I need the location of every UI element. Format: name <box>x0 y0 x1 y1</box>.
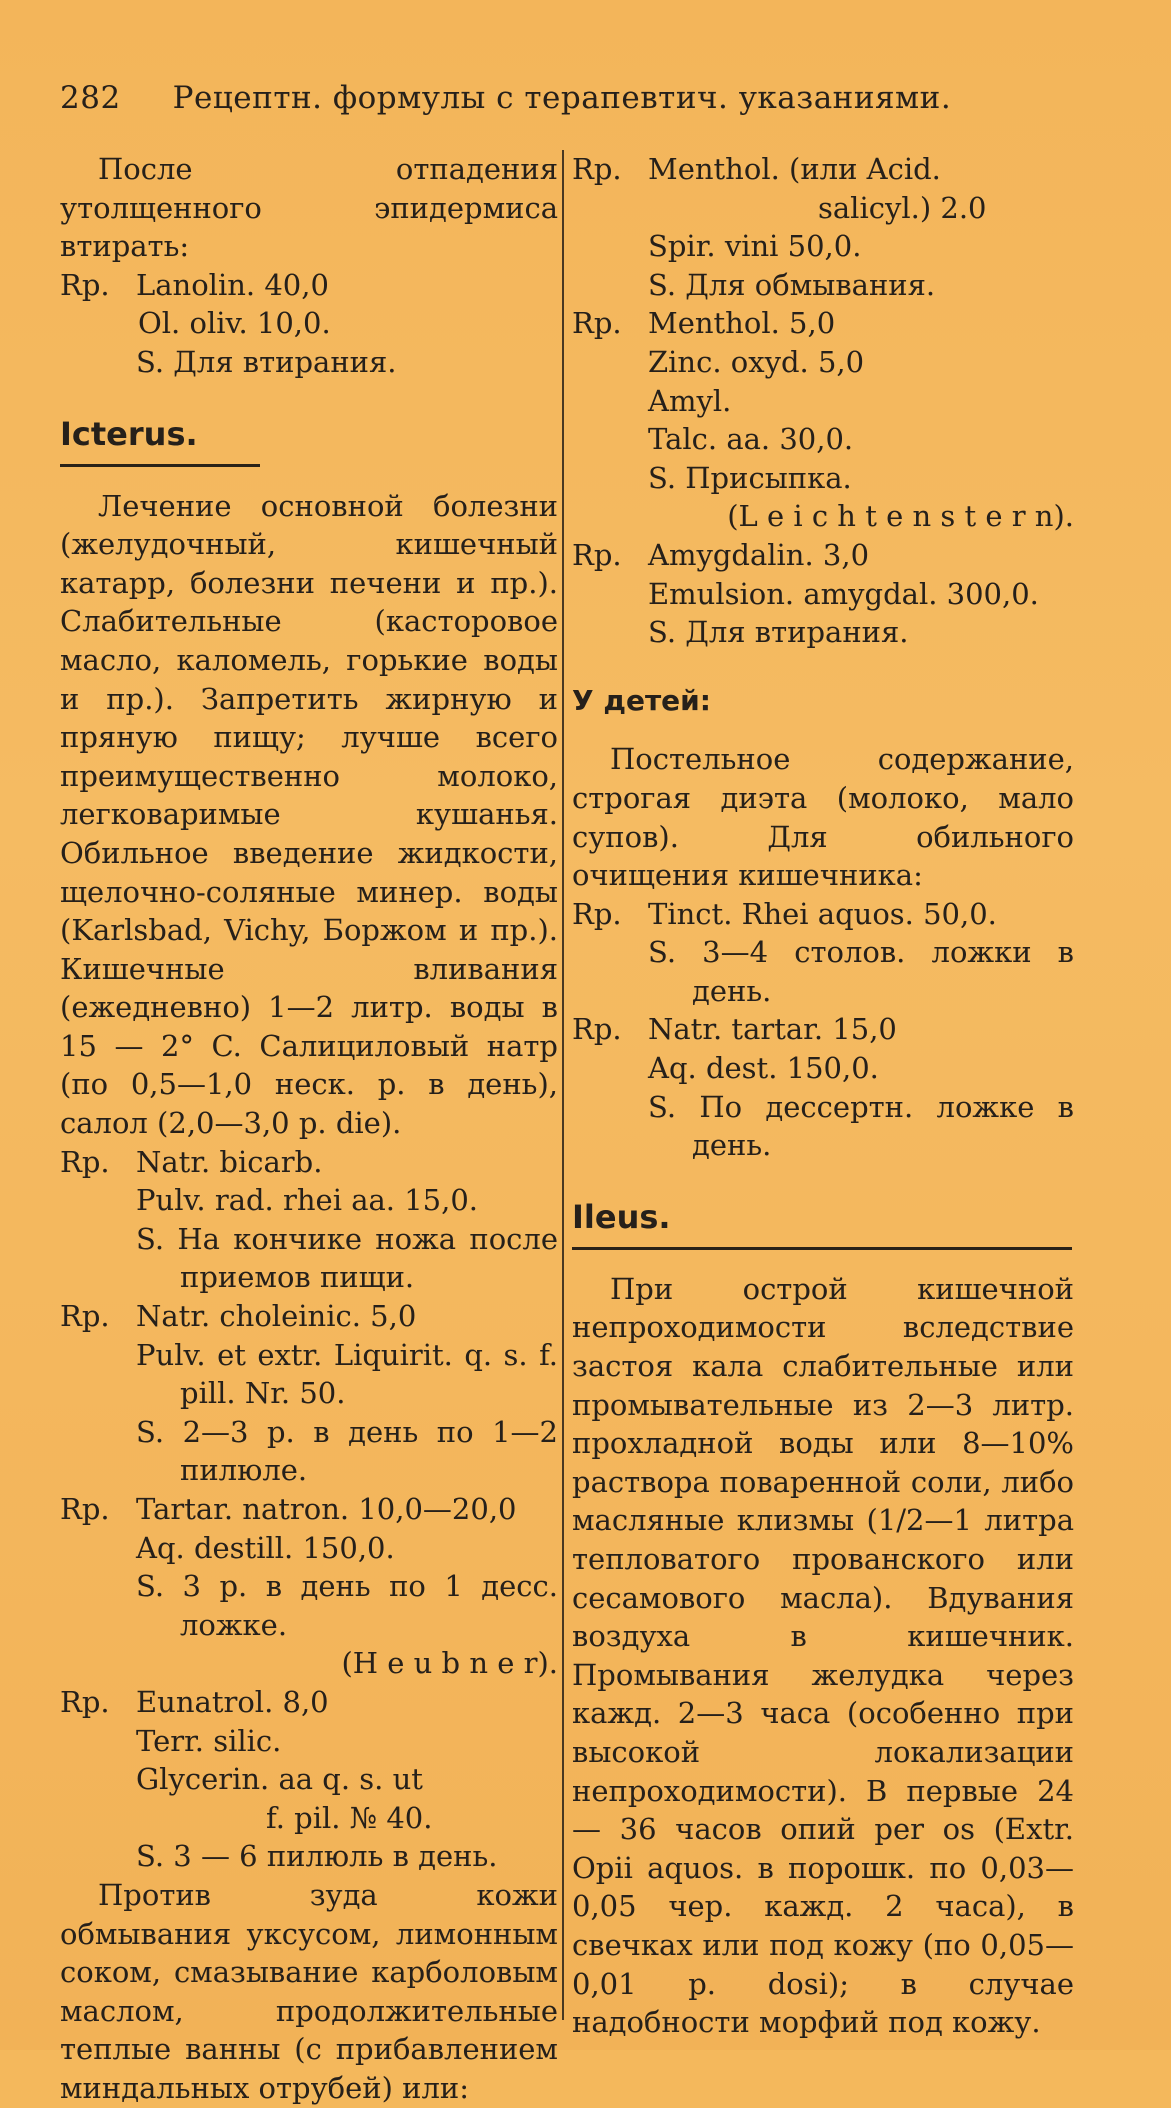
recipe-line: Natr. bicarb. <box>136 1144 323 1179</box>
left-column <box>60 150 558 2108</box>
recipe-signa: S. 2—3 р. в день по 1—2 пилюле. <box>136 1414 558 1488</box>
recipe-menthol-2 <box>572 304 1074 536</box>
heading-rule <box>572 1247 1072 1250</box>
icterus-paragraph: Лечение основной болезни (желудочный, кишечный катарр, болезни печени и пр.). Слабительные (касторовое масло, каломель, горькие воды и пр.). Запретить жирную и пряную пищу; лучше всего преимущественно молоко, легковаримые кушанья. Обильное введение жидкости, щелочно-соляные минер. воды (Karlsbad, Vichy, Боржом и пр.). Кишечные вливания (ежедневно) 1—2 литр. воды в 15 — 2° C. Салициловый натр (по 0,5—1,0 неск. р. в день), салол (2,0—3,0 p. die). <box>60 488 558 1141</box>
recipe-line: Emulsion. amygdal. 300,0. <box>648 576 1039 611</box>
recipe-natr-tartar <box>572 1010 1074 1164</box>
recipe-signa: S. 3 — 6 пилюль в день. <box>136 1839 498 1874</box>
recipe-lanolin <box>60 266 558 382</box>
rp-label: Rp. <box>572 152 622 186</box>
recipe-line: Eunatrol. 8,0 <box>136 1684 329 1719</box>
recipe-line: Spir. vini 50,0. <box>648 229 862 264</box>
rp-label: Rp. <box>60 267 110 302</box>
recipe-line: Tinct. Rhei aquos. 50,0. <box>648 896 997 931</box>
recipe-line: Menthol. 5,0 <box>648 306 836 341</box>
recipe-natr-bicarb <box>60 1143 558 1297</box>
recipe-signa: S. Присыпка. <box>648 460 852 495</box>
running-title: Рецептн. формулы с терапевтич. указаниями. <box>172 80 952 116</box>
section-heading-icterus: Icterus. <box>60 414 198 453</box>
itch-paragraph: Против зуда кожи обмывания уксусом, лимонным соком, смазывание карболовым маслом, продолжительные теплые ванны (с прибавлением миндальных отрубей) или: <box>60 1877 558 2105</box>
recipe-line: Terr. silic. <box>136 1723 282 1758</box>
ileus-paragraph: При острой кишечной непроходимости вследствие застоя кала слабительные или промывательные из 2—3 литр. прохладной воды или 8—10% раствора поваренной соли, либо масляные клизмы (1/2—1 литра тепловатого прованского или сесамового масла). Вдувания воздуха в кишечник. Промывания желудка через кажд. 2—3 часа (особенно при высокой локализации непроходимости). В первые 24 — 36 часов опий per os (Extr. Opii aquos. в порошк. по 0,03—0,05 чер. кажд. 2 часа), в свечках или под кожу (по 0,05—0,01 p. dosi); в случае надобности морфий под кожу. <box>572 1271 1074 2040</box>
recipe-tinct-rhei <box>572 895 1074 1011</box>
recipe-line: Lanolin. 40,0 <box>136 267 329 302</box>
rp-label: Rp. <box>572 306 622 341</box>
recipe-signa: S. На кончике ножа после приемов пищи. <box>136 1221 558 1295</box>
recipe-signa: S. 3 р. в день по 1 десс. ложке. <box>136 1569 558 1642</box>
children-paragraph: Постельное содержание, строгая диэта (молоко, мало супов). Для обильного очищения кишечника: <box>572 742 1074 893</box>
recipe-line: Menthol. (или Acid. <box>648 152 941 186</box>
recipe-amygdalin <box>572 536 1074 652</box>
recipe-signa: S. 3—4 столов. ложки в день. <box>648 935 1074 1008</box>
recipe-natr-choleinic <box>60 1297 558 1490</box>
heading-rule <box>60 464 260 467</box>
section-heading-ileus: Ileus. <box>572 1197 671 1236</box>
recipe-line: Amygdalin. 3,0 <box>648 537 870 572</box>
intro-paragraph: После отпадения утолщенного эпидермиса втирать: <box>60 152 558 264</box>
rp-label: Rp. <box>60 1144 110 1179</box>
recipe-line: f. pil. № 40. <box>266 1800 433 1835</box>
recipe-line: salicyl.) 2.0 <box>818 190 987 225</box>
recipe-line: Amyl. <box>648 383 732 418</box>
author-citation: (L e i c h t e n s t e r n). <box>727 499 1074 534</box>
recipe-eunatrol <box>60 1683 558 1876</box>
right-column <box>572 150 1074 2042</box>
column-divider <box>562 150 564 2020</box>
recipe-line: Talc. aa. 30,0. <box>648 422 854 457</box>
recipe-line: Pulv. rad. rhei aa. 15,0. <box>136 1183 478 1218</box>
recipe-menthol-1 <box>572 150 1074 304</box>
recipe-line: Pulv. et extr. Liquirit. q. s. f. pill. Nr. 50. <box>136 1337 558 1411</box>
recipe-line: S. Для втирания. <box>136 344 397 379</box>
recipe-line: Aq. destill. 150,0. <box>136 1530 395 1565</box>
rp-label: Rp. <box>572 896 622 931</box>
recipe-signa: S. Для обмывания. <box>648 267 936 302</box>
rp-label: Rp. <box>60 1492 110 1526</box>
recipe-signa: S. По дессертн. ложке в день. <box>648 1089 1074 1163</box>
author-citation: (H e u b n e r). <box>341 1646 558 1681</box>
recipe-line: Ol. oliv. 10,0. <box>138 306 331 341</box>
rp-label: Rp. <box>60 1299 110 1334</box>
recipe-line: Tartar. natron. 10,0—20,0 <box>136 1492 517 1526</box>
rp-label: Rp. <box>572 1012 622 1047</box>
recipe-line: Natr. tartar. 15,0 <box>648 1012 897 1047</box>
recipe-line: Glycerin. aa q. s. ut <box>136 1762 423 1797</box>
rp-label: Rp. <box>60 1684 110 1719</box>
children-subheading: У детей: <box>572 683 711 717</box>
rp-label: Rp. <box>572 537 622 572</box>
recipe-line: Natr. choleinic. 5,0 <box>136 1299 417 1334</box>
recipe-line: Aq. dest. 150,0. <box>648 1051 879 1086</box>
recipe-line: Zinc. oxyd. 5,0 <box>648 344 865 379</box>
recipe-signa: S. Для втирания. <box>648 615 909 650</box>
page-number: 282 <box>60 80 121 116</box>
recipe-tartar-natron <box>60 1490 558 1683</box>
running-header <box>60 78 1120 118</box>
